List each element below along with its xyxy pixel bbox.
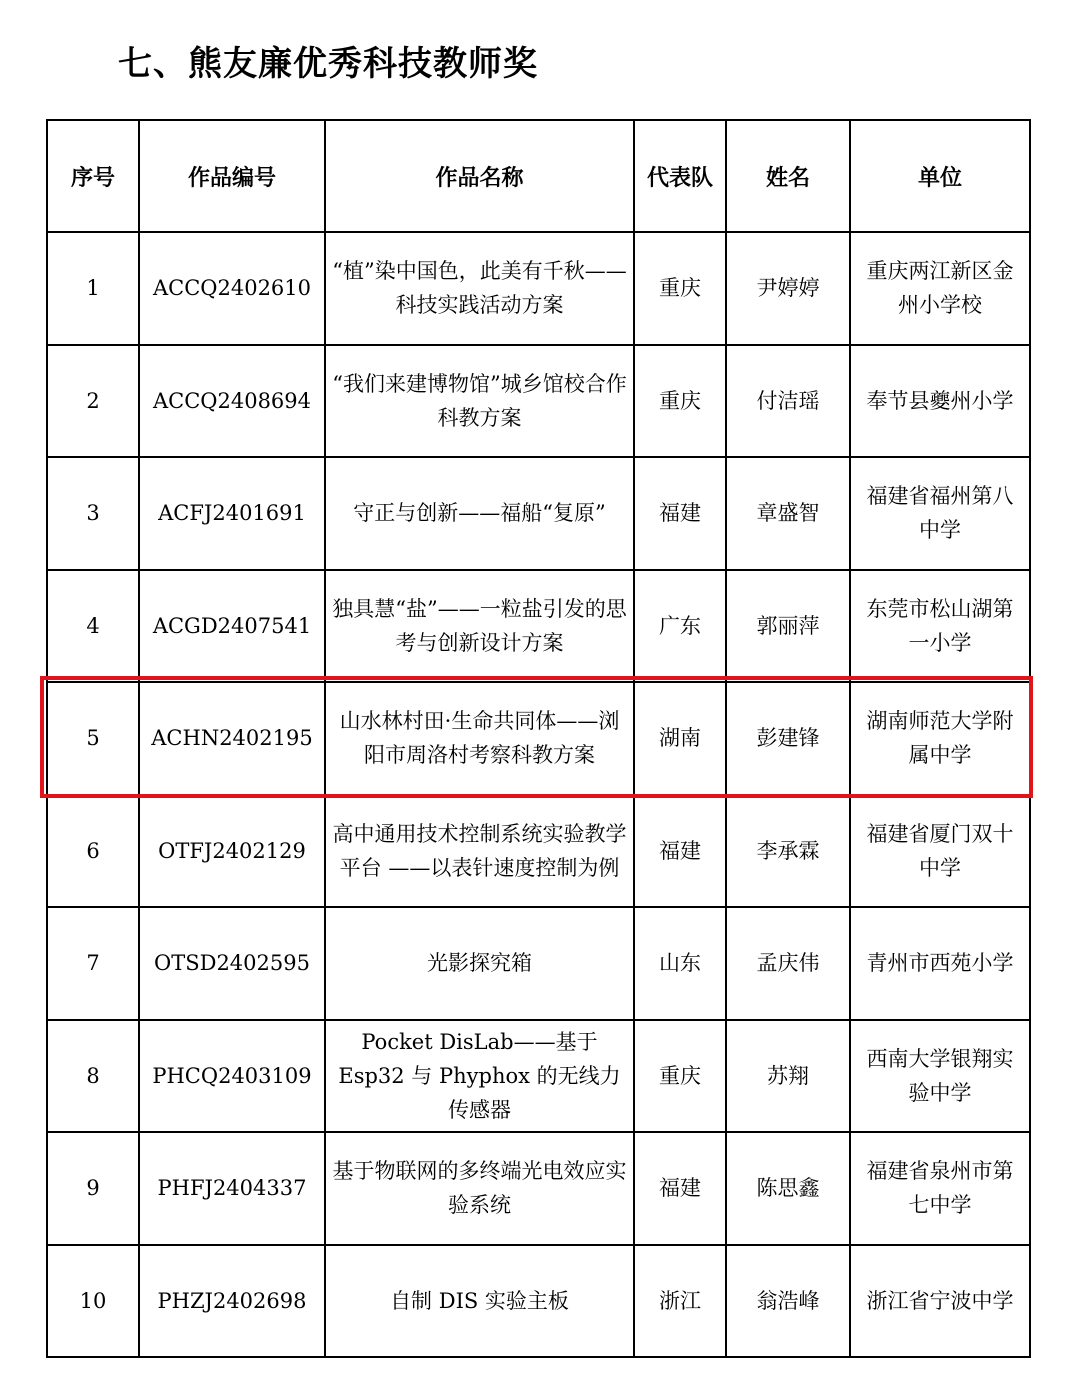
cell-serial: 1 [47,232,139,345]
cell-unit: 重庆两江新区金州小学校 [850,232,1030,345]
cell-work: “植”染中国色，此美有千秋——科技实践活动方案 [325,232,634,345]
cell-unit: 湖南师范大学附属中学 [850,682,1030,795]
page-title: 七、熊友廉优秀科技教师奖 [118,44,538,84]
cell-serial: 10 [47,1245,139,1358]
table-row [47,1020,1030,1133]
cell-name: 李承霖 [726,795,850,908]
cell-code: PHFJ2404337 [139,1132,325,1245]
cell-work: 守正与创新——福船“复原” [325,457,634,570]
award-table [46,119,1031,1358]
cell-name: 付洁瑶 [726,345,850,458]
table-row [47,1132,1030,1245]
cell-team: 重庆 [634,1020,726,1133]
header-work: 作品名称 [325,120,634,232]
table-row [47,457,1030,570]
cell-name: 孟庆伟 [726,907,850,1020]
cell-work: 山水林村田·生命共同体——浏阳市周洛村考察科教方案 [325,682,634,795]
cell-unit: 福建省厦门双十中学 [850,795,1030,908]
cell-code: ACGD2407541 [139,570,325,683]
cell-work: 基于物联网的多终端光电效应实验系统 [325,1132,634,1245]
cell-serial: 9 [47,1132,139,1245]
cell-work: 自制 DIS 实验主板 [325,1245,634,1358]
table-row [47,232,1030,345]
cell-team: 重庆 [634,345,726,458]
header-team: 代表队 [634,120,726,232]
cell-serial: 7 [47,907,139,1020]
cell-code: PHCQ2403109 [139,1020,325,1133]
cell-code: ACCQ2402610 [139,232,325,345]
table-row [47,1245,1030,1358]
cell-unit: 西南大学银翔实验中学 [850,1020,1030,1133]
cell-unit: 福建省泉州市第七中学 [850,1132,1030,1245]
table-row [47,345,1030,458]
header-unit: 单位 [850,120,1030,232]
cell-team: 福建 [634,457,726,570]
cell-team: 重庆 [634,232,726,345]
table-row [47,570,1030,683]
cell-work: “我们来建博物馆”城乡馆校合作科教方案 [325,345,634,458]
table-row-highlighted [47,682,1030,795]
cell-team: 广东 [634,570,726,683]
cell-work: 光影探究箱 [325,907,634,1020]
cell-code: ACHN2402195 [139,682,325,795]
header-name: 姓名 [726,120,850,232]
cell-code: ACCQ2408694 [139,345,325,458]
cell-serial: 6 [47,795,139,908]
cell-work: Pocket DisLab——基于Esp32 与 Phyphox 的无线力传感器 [325,1020,634,1133]
table-header-row [47,120,1030,232]
cell-name: 陈思鑫 [726,1132,850,1245]
cell-code: OTFJ2402129 [139,795,325,908]
header-serial: 序号 [47,120,139,232]
cell-serial: 3 [47,457,139,570]
cell-team: 山东 [634,907,726,1020]
table-row [47,795,1030,908]
cell-team: 浙江 [634,1245,726,1358]
cell-serial: 8 [47,1020,139,1133]
cell-name: 苏翔 [726,1020,850,1133]
cell-unit: 青州市西苑小学 [850,907,1030,1020]
cell-name: 尹婷婷 [726,232,850,345]
cell-code: PHZJ2402698 [139,1245,325,1358]
cell-unit: 奉节县夔州小学 [850,345,1030,458]
cell-unit: 浙江省宁波中学 [850,1245,1030,1358]
cell-code: OTSD2402595 [139,907,325,1020]
cell-code: ACFJ2401691 [139,457,325,570]
cell-name: 彭建锋 [726,682,850,795]
table-row [47,907,1030,1020]
cell-name: 郭丽萍 [726,570,850,683]
cell-team: 湖南 [634,682,726,795]
cell-serial: 4 [47,570,139,683]
cell-name: 翁浩峰 [726,1245,850,1358]
header-code: 作品编号 [139,120,325,232]
cell-serial: 2 [47,345,139,458]
cell-name: 章盛智 [726,457,850,570]
cell-unit: 东莞市松山湖第一小学 [850,570,1030,683]
cell-serial: 5 [47,682,139,795]
cell-team: 福建 [634,1132,726,1245]
cell-team: 福建 [634,795,726,908]
cell-work: 独具慧“盐”——一粒盐引发的思考与创新设计方案 [325,570,634,683]
cell-unit: 福建省福州第八中学 [850,457,1030,570]
cell-work: 高中通用技术控制系统实验教学平台 ——以表针速度控制为例 [325,795,634,908]
